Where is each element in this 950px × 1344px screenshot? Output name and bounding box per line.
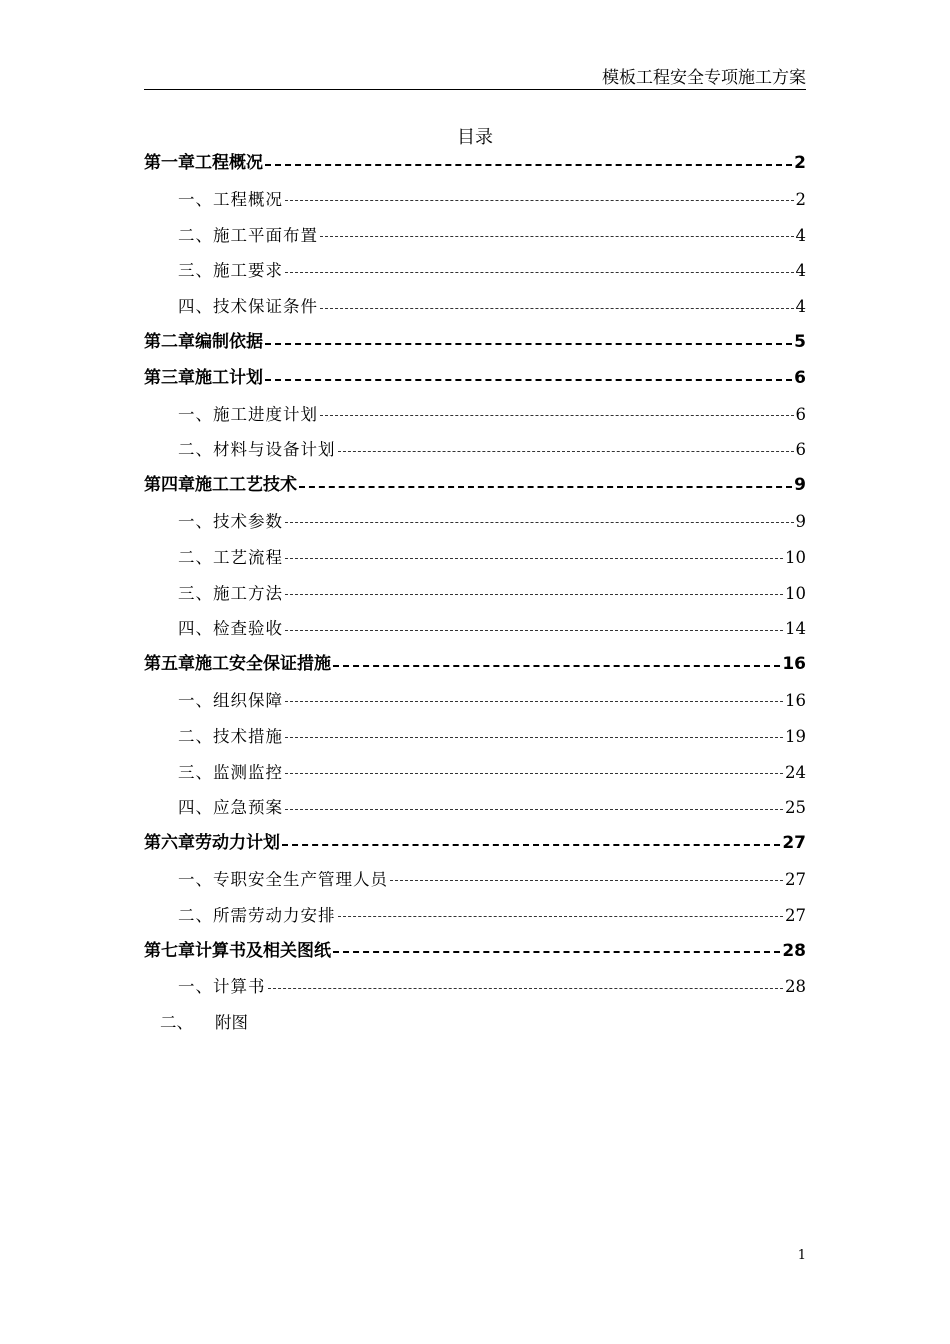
toc-leader-dashes	[333, 951, 780, 953]
toc-entry-title: 二、技术措施	[178, 726, 283, 746]
toc-entry-section[interactable]	[144, 683, 806, 719]
toc-entry-title: 四、应急预案	[178, 798, 283, 818]
toc-entry-section[interactable]	[144, 969, 806, 1005]
toc-entry-title: 一、计算书	[178, 977, 266, 997]
toc-leader-dashes	[285, 737, 783, 738]
toc-entry-section[interactable]	[144, 790, 806, 826]
toc-entry-page: 24	[785, 762, 806, 782]
toc-entry-chapter[interactable]	[144, 934, 806, 970]
toc-leader-dashes	[285, 200, 794, 201]
toc-entry-title: 第六章劳动力计划	[144, 833, 280, 854]
toc-entry-title: 三、施工方法	[178, 583, 283, 603]
toc-entry-section[interactable]	[144, 289, 806, 325]
toc-entry-title: 一、专职安全生产管理人员	[178, 869, 388, 889]
toc-entry-page: 25	[785, 798, 806, 818]
toc-entry-section[interactable]	[144, 719, 806, 755]
toc-entry-page: 2	[795, 189, 806, 209]
toc-entry-page: 6	[795, 440, 806, 460]
toc-entry-section[interactable]	[144, 862, 806, 898]
toc-entry-title: 第五章施工安全保证措施	[144, 654, 331, 675]
toc-title: 目录	[457, 127, 493, 148]
toc-entry-page: 4	[795, 297, 806, 317]
toc-entry-page: 14	[785, 619, 806, 639]
toc-entry-page: 27	[785, 905, 806, 925]
toc-entry-section[interactable]	[144, 218, 806, 254]
toc-entry-section[interactable]	[144, 504, 806, 540]
toc-entry-title: 第一章工程概况	[144, 153, 263, 173]
toc-leader-dashes	[285, 522, 794, 523]
toc-leader-dashes	[268, 988, 784, 989]
toc-leader-dashes	[285, 773, 783, 774]
toc-leader-dashes	[285, 558, 783, 559]
toc-leader-dashes	[338, 451, 794, 452]
toc-entry-page: 10	[785, 547, 806, 567]
toc-entry-section[interactable]	[144, 253, 806, 289]
toc-entry-page: 9	[795, 511, 806, 531]
toc-entry-page: 16	[782, 654, 806, 675]
toc-entry-chapter[interactable]	[144, 325, 806, 361]
toc-leader-dashes	[285, 809, 783, 810]
toc-entry-page: 16	[785, 690, 806, 710]
toc-leader-dashes	[285, 701, 783, 702]
toc-entry-title: 第二章编制依据	[144, 331, 263, 352]
toc-leader-dashes	[338, 916, 784, 917]
page-header: 模板工程安全专项施工方案	[602, 68, 806, 88]
header-rule	[144, 89, 806, 90]
toc-item-appendix-figures[interactable]	[144, 1005, 806, 1041]
toc-entry-section[interactable]	[144, 611, 806, 647]
toc-entry-section[interactable]	[144, 898, 806, 934]
toc-entry-title: 一、工程概况	[178, 189, 283, 209]
toc-entry-title: 第七章计算书及相关图纸	[144, 940, 331, 961]
toc-entry-title: 一、技术参数	[178, 511, 283, 531]
page-number: 1	[797, 1248, 806, 1263]
toc-entry-title: 三、施工要求	[178, 261, 283, 281]
toc-entry-title: 四、技术保证条件	[178, 297, 318, 317]
toc-item-number: 二、	[160, 1013, 193, 1033]
toc-leader-dashes	[265, 164, 792, 166]
toc-entry-page: 4	[795, 225, 806, 245]
toc-entry-chapter[interactable]	[144, 826, 806, 862]
toc-entry-page: 4	[795, 261, 806, 281]
toc-entry-section[interactable]	[144, 576, 806, 612]
toc-entry-chapter[interactable]	[144, 146, 806, 182]
toc-entry-page: 27	[785, 869, 806, 889]
toc-entry-page: 28	[782, 940, 806, 961]
toc-leader-dashes	[285, 272, 794, 273]
toc-entry-page: 6	[795, 404, 806, 424]
table-of-contents	[144, 146, 806, 1041]
toc-leader-dashes	[265, 379, 792, 381]
toc-entry-page: 5	[794, 331, 806, 352]
toc-leader-dashes	[285, 630, 783, 631]
toc-entry-title: 二、所需劳动力安排	[178, 905, 336, 925]
toc-entry-chapter[interactable]	[144, 361, 806, 397]
toc-entry-page: 9	[794, 475, 806, 496]
toc-entry-title: 二、材料与设备计划	[178, 440, 336, 460]
toc-entry-chapter[interactable]	[144, 647, 806, 683]
toc-entry-title: 第四章施工工艺技术	[144, 475, 297, 496]
toc-leader-dashes	[320, 308, 794, 309]
toc-entry-page: 2	[794, 153, 806, 173]
toc-entry-title: 三、监测监控	[178, 762, 283, 782]
toc-leader-dashes	[265, 343, 792, 345]
toc-leader-dashes	[333, 665, 780, 667]
toc-entry-page: 6	[794, 367, 806, 388]
toc-leader-dashes	[320, 236, 794, 237]
toc-entry-chapter[interactable]	[144, 468, 806, 504]
toc-entry-page: 19	[785, 726, 806, 746]
toc-entry-title: 二、施工平面布置	[178, 225, 318, 245]
toc-entry-section[interactable]	[144, 540, 806, 576]
toc-leader-dashes	[390, 880, 783, 881]
toc-entry-title: 第三章施工计划	[144, 367, 263, 388]
toc-entry-title: 一、组织保障	[178, 690, 283, 710]
toc-entry-page: 28	[785, 977, 806, 997]
toc-entry-page: 27	[782, 833, 806, 854]
toc-entry-title: 四、检查验收	[178, 619, 283, 639]
toc-entry-title: 一、施工进度计划	[178, 404, 318, 424]
toc-entry-title: 二、工艺流程	[178, 547, 283, 567]
toc-entry-section[interactable]	[144, 432, 806, 468]
toc-leader-dashes	[282, 844, 780, 846]
toc-entry-section[interactable]	[144, 397, 806, 433]
toc-entry-section[interactable]	[144, 755, 806, 791]
toc-leader-dashes	[320, 415, 794, 416]
toc-item-title: 附图	[215, 1013, 248, 1033]
toc-entry-section[interactable]	[144, 182, 806, 218]
toc-leader-dashes	[285, 594, 783, 595]
toc-entry-page: 10	[785, 583, 806, 603]
toc-leader-dashes	[299, 486, 792, 488]
